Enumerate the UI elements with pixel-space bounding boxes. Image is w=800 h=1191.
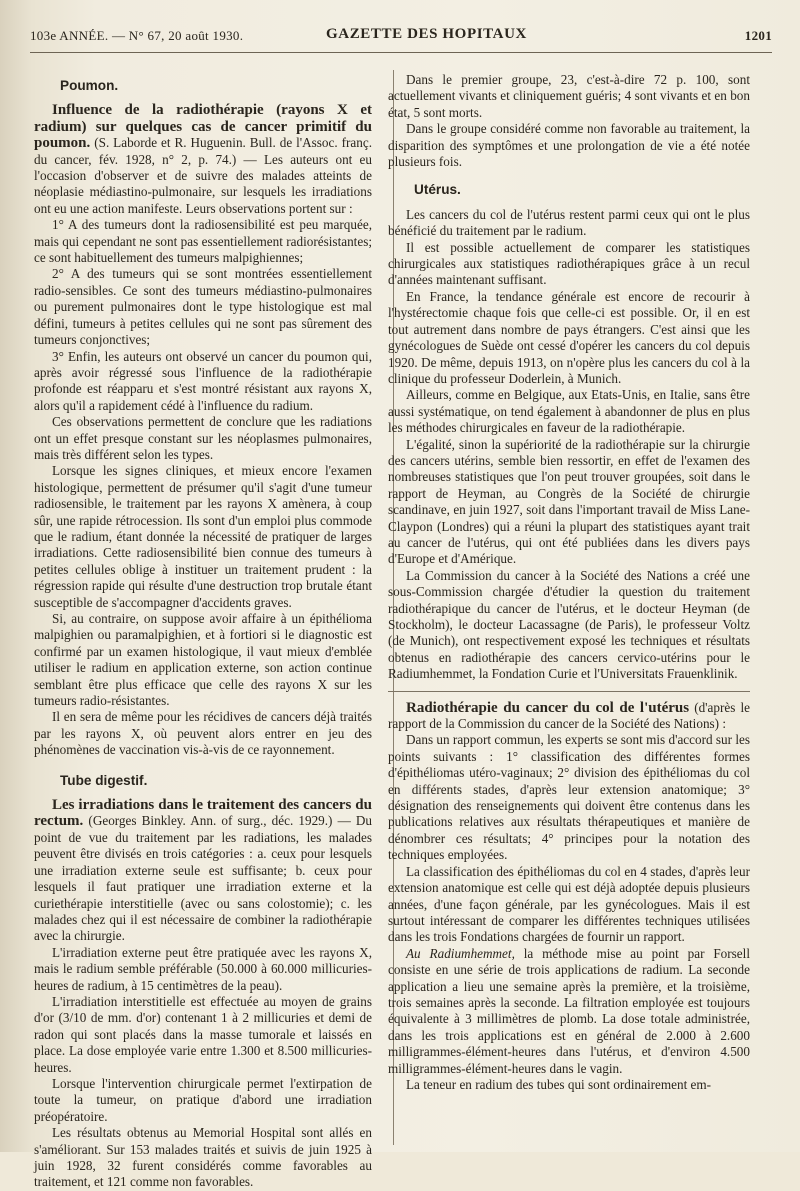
section-heading-uterus: Utérus. (414, 182, 461, 198)
paragraph: Les cancers du col de l'utérus restent parmi ceux qui ont le plus bénéficié du traitement par le radium. (388, 206, 750, 239)
paragraph: Il est possible actuellement de comparer les statistiques chirurgicales aux statistiques radiothérapiques grâce à un recul d'années maintenant suffisant. (388, 239, 750, 288)
issue-info: 103e ANNÉE. — N° 67, 20 août 1930. (30, 28, 244, 43)
paragraph: Si, au contraire, on suppose avoir affaire à un épithélioma malpighien ou paramalpighien, et à fortiori si le diagnostic est confirmé par un examen histologique, il vaut mieux d'emblée utiliser le radium en application externe, son action continue semblant être plus efficace que celle des rayons X sur les tumeurs radio-résistantes. (34, 611, 372, 709)
paragraph: Il en sera de même pour les récidives de cancers déjà traités par les rayons X, où peuvent alors entrer en jeu des phénomènes de vaccination vis-à-vis de ce rayonnement. (34, 709, 372, 758)
left-column (34, 72, 372, 1191)
paragraph: Lorsque les signes cliniques, et mieux encore l'examen histologique, permettent de présumer qu'il s'agit d'une tumeur radiosensible, le traitement par les rayons X amènera, à coup sûr, une rapide rétrocession. Ils sont d'un emploi plus commode que le radium, étant donnée la nécessité de pratiquer de larges irradiations. Cette radiosensibilité bien connue des tumeurs à petites cellules oblige à instituer un traitement prudent : la régression rapide qui résulte d'une destruction trop brutale étant susceptible de s'accompagner d'accidents graves. (34, 463, 372, 610)
article-title: Radiothérapie du cancer du col de l'utérus (406, 699, 690, 716)
paragraph: Ailleurs, comme en Belgique, aux Etats-Unis, en Italie, sans être aussi systématique, on tend également à abandonner de plus en plus les méthodes chirurgicales en faveur de la radiothérapie. (388, 387, 750, 436)
paragraph: 2° A des tumeurs qui se sont montrées essentiellement radio-sensibles. Ce sont des tumeurs médiastino-pulmonaires ou purement pulmonaires dont le type histologique est mal défini, tumeurs à petites cellules qui ne sont pas sûrement des tumeurs conjonctives; (34, 266, 372, 348)
article-subtitle: (d'après le rapport de la Commission du cancer de la Société des Nations) : (388, 699, 750, 732)
section-rule (388, 691, 750, 692)
journal-title: GAZETTE DES HOPITAUX (326, 26, 527, 42)
paragraph: La classification des épithéliomas du col en 4 stades, d'après leur extension anatomique est celle qui est déjà adoptée depuis plusieurs années, d'une façon générale, par les gynécologues. Mais il est surtout intéressant de comparer les différentes techniques utilisées dans les trois Fondations chargées de fournir un rapport. (388, 863, 750, 945)
paragraph: En France, la tendance générale est encore de recourir à l'hystérectomie chaque fois que celle-ci est possible. Or, il en est tout autrement dans nombre de pays étrangers. C'est ainsi que les gynécologues de Suède ont cessé d'opérer les cancers du col depuis 1920. De même, depuis 1913, on n'opère plus les cancers du col à la clinique du professeur Doderlein, à Munich. (388, 288, 750, 386)
paragraph: Ces observations permettent de conclure que les radiations ont un effet presque constant sur les néoplasmes pulmonaires, mais très différent selon les types. (34, 414, 372, 462)
section-heading-tube-digestif: Tube digestif. (60, 772, 148, 788)
right-column (388, 72, 750, 1093)
italic-lead: Au Radiumhemmet, (406, 945, 515, 961)
paragraph: Lorsque l'intervention chirurgicale permet l'extirpation de toute la tumeur, on pratique d'abord une irradiation préopératoire. (34, 1075, 372, 1124)
header-rule (30, 52, 772, 53)
paragraph: La Commission du cancer à la Société des Nations a créé une sous-Commission chargée d'étudier la question du traitement radiothérapique du cancer de l'utérus, et le docteur Heyman (de Stockholm), le docteur Lacassagne (de Paris), le professeur Voltz (de Munich), ont respectivement exposé les techniques et résultats obtenus en radiothérapie des cancers cervico-utérins pour le Radiumhemmet, la Fondation Curie et l'Universitats Frauenklinik. (388, 567, 750, 682)
article-reference: (Georges Binkley. Ann. of surg., déc. 1929.) — Du point de vue du traitement par les radiations, les malades peuvent être divisés en trois catégories : a. ceux pour lesquels une irradiation externe seule est suffisante; b. ceux pour lesquels il faut pratiquer une irradiation externe et la curiethérapie interstitielle (avec ou sans colostomie); c. les malades chez qui il est nécessaire de combiner la radiothérapie avec la chirurgie. (34, 813, 372, 944)
paragraph: Dans le groupe considéré comme non favorable au traitement, la disparition des symptômes et une prolongation de vie a été notée plusieurs fois. (388, 121, 750, 170)
article-rectum-intro (34, 797, 372, 945)
paragraph: Les résultats obtenus au Memorial Hospital sont allés en s'améliorant. Sur 153 malades traités et suivis de juin 1925 à juin 1928, 32 furent considérés comme favorables au traitement, et 121 comme non favorables. (34, 1125, 372, 1190)
paragraph: L'égalité, sinon la supériorité de la radiothérapie sur la chirurgie des cancers utérins, semble bien ressortir, en effet de l'examen des nombreuses statistiques que l'on peut trouver groupées, soit dans le rapport de Heyman, au Congrès de la Société de chirurgie scandinave, en juin 1927, soit dans l'important travail de Miss Lane-Claypon (Londres) qui a réuni la plupart des statistiques ayant trait au cancer de l'utérus, qui ont été publiées dans les divers pays d'Europe et d'Amérique. (388, 436, 750, 567)
paragraph: Dans le premier groupe, 23, c'est-à-dire 72 p. 100, sont actuellement vivants et cliniquement guéris; 4 sont vivants et en bon état, 5 sont morts. (388, 72, 750, 120)
page-number: 1201 (744, 28, 772, 43)
paragraph: L'irradiation externe peut être pratiquée avec les rayons X, mais le radium semble préférable (50.000 à 60.000 millicuries-heures de radium, à 15 centimètres de la peau). (34, 944, 372, 993)
paragraph: L'irradiation interstitielle est effectuée au moyen de grains d'or (3/10 de mm. d'or) contenant 1 à 2 millicuries et demi de radon qui sont placés dans la masse tumorale et laissés en place. La dose employée varie entre 1.300 et 8.500 millicuries-heures. (34, 993, 372, 1075)
paragraph: 1° A des tumeurs dont la radiosensibilité est peu marquée, mais qui cependant ne sont pas essentiellement radiorésistantes; ce sont habituellement des tumeurs malpighiennes; (34, 217, 372, 266)
page-header (30, 26, 772, 48)
article-title: Les irradiations dans le traitement des cancers du rectum. (34, 797, 372, 830)
paragraph-body: la méthode mise au point par Forsell consiste en une série de trois applications de radium. La seconde application a lieu une semaine après la première, et la troisième, trois semaines après la seconde. La filtration employée est toujours équivalente à 3 millimètres de plomb. La dose totale administrée, dans les trois applications est en général de 2.000 à 2.600 milligrammes-élément-heures dans l'utérus, et d'environ 4.500 milligrammes-élément-heures dans le vagin. (388, 945, 750, 1076)
article-reference: (S. Laborde et R. Huguenin. Bull. de l'Assoc. franç. du cancer, fév. 1928, n° 2, p. 74.) — Les auteurs ont eu l'occasion d'observer et de suivre des malades atteints de néoplasie médiastino-pulmonaire, sur lesquels les irradiations ont eu une action manifeste. Leurs observations portent sur : (34, 135, 372, 216)
section-heading-poumon: Poumon. (60, 78, 119, 93)
paragraph: Dans un rapport commun, les experts se sont mis d'accord sur les points suivants : 1° classification des différentes formes d'épithéliomas utéro-vaginaux; 2° division des épithéliomas du col en différents stades, d'après leur extension anatomique; 3° désignation des renseignements qui doivent être contenus dans les publications relatives aux résultats thérapeutiques et manière de dénombrer ces résultats; 4° principes pour la notation des techniques employées. (388, 732, 750, 863)
article-title: Influence de la radiothérapie (rayons X et radium) sur quelques cas de cancer primitif du poumon. (34, 102, 372, 152)
paragraph-radiumhemmet (388, 946, 750, 1077)
article-poumon-intro (34, 102, 372, 217)
article-radiotherapie-intro (388, 700, 750, 733)
paragraph: La teneur en radium des tubes qui sont ordinairement em- (406, 1076, 712, 1092)
paragraph: 3° Enfin, les auteurs ont observé un cancer du poumon qui, après avoir régressé sous l'influence de la radiothérapie profonde est réapparu et s'est montré résistant aux rayons X, alors qu'il a rapidement cédé à l'influence du radium. (34, 348, 372, 413)
